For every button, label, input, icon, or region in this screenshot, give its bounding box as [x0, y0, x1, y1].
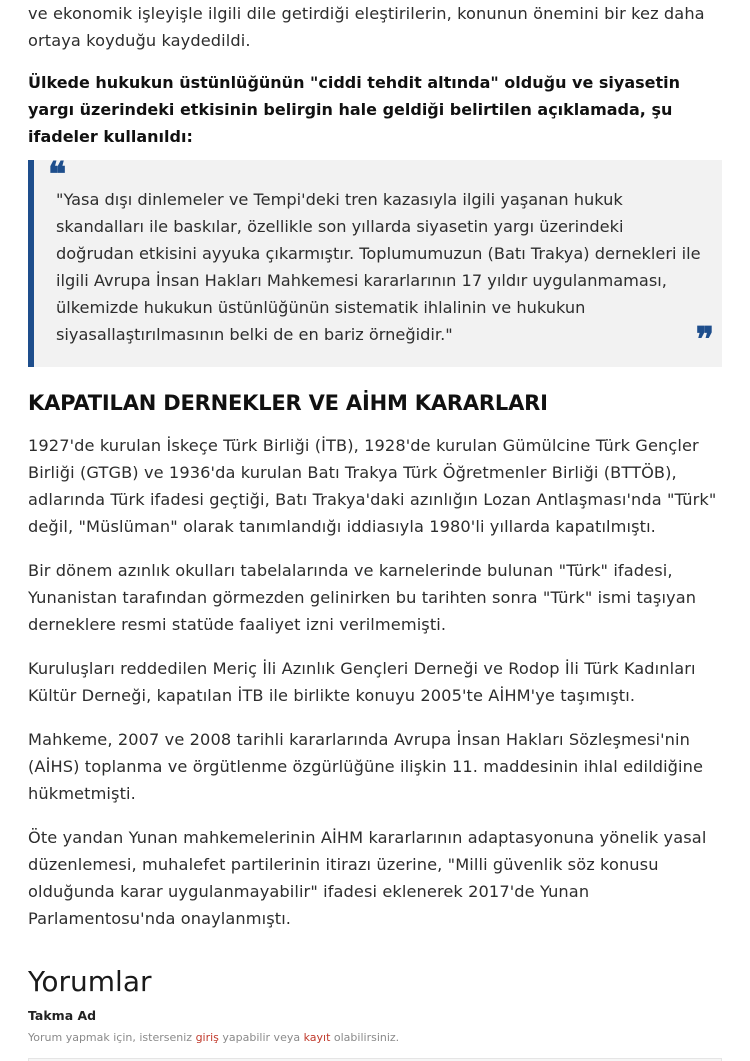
- nickname-label: Takma Ad: [28, 1008, 97, 1023]
- section-heading: KAPATILAN DERNEKLER VE AİHM KARARLARI: [28, 391, 548, 415]
- blockquote: [28, 155, 722, 367]
- hint-text-before: Yorum yapmak için, isterseniz: [28, 1031, 196, 1044]
- body-paragraph-2: Bir dönem azınlık okulları tabelalarında ve karnelerinde bulunan "Türk" ifadesi, Yunanistan tarafından görmezden gelinirken bu tarihten sonra "Türk" ismi taşıyan derneklere resmi statüde faaliyet izni verilmemişti.: [28, 561, 697, 634]
- hint-text-middle: yapabilir veya: [218, 1031, 304, 1044]
- hint-text-after: olabilirsiniz.: [330, 1031, 400, 1044]
- login-link[interactable]: giriş: [195, 1031, 219, 1044]
- body-paragraph-4: Mahkeme, 2007 ve 2008 tarihli kararlarında Avrupa İnsan Hakları Sözleşmesi'nin (AİHS) toplanma ve örgütlenme özgürlüğüne ilişkin 11. maddesinin ihlal edildiğine hükmetmişti.: [28, 730, 704, 803]
- lead-bold-paragraph: Ülkede hukukun üstünlüğünün "ciddi tehdit altında" olduğu ve siyasetin yargı üzerindeki etkisinin belirgin hale geldiği belirtilen açıklamada, şu ifadeler kullanıldı:: [28, 73, 681, 146]
- body-paragraph-5: Öte yandan Yunan mahkemelerinin AİHM kararlarının adaptasyonuna yönelik yasal düzenlemesi, muhalefet partilerinin itirazı üzerine, "Milli güvenlik söz konusu olduğunda karar uygulanmayabilir" ifadesi eklenerek 2017'de Yunan Parlamentosu'nda onaylanmıştı.: [28, 828, 707, 928]
- quote-text: "Yasa dışı dinlemeler ve Tempi'deki tren kazasıyla ilgili yaşanan hukuk skandalları ile baskılar, özellikle son yıllarda siyasetin yargı üzerindeki doğrudan etkisini ayyuka çıkarmıştır. Toplumumuzun (Batı Trakya) dernekleri ile ilgili Avrupa İnsan Hakları Mahkemesi kararlarının 17 yıldır uygulanmaması, ülkemizde hukukun üstünlüğünün sistematik ihlalinin ve hukukun siyasallaştırılmasının belki de en bariz örneğidir.": [56, 190, 701, 344]
- body-paragraph-1: 1927'de kurulan İskeçe Türk Birliği (İTB), 1928'de kurulan Gümülcine Türk Gençler Birliği (GTGB) ve 1936'da kurulan Batı Trakya Türk Öğretmenler Birliği (BTTÖB), adlarında Türk ifadesi geçtiği, Batı Trakya'daki azınlığın Lozan Antlaşması'nda "Türk" değil, "Müslüman" olarak tanımlandığı iddiasıyla 1980'li yıllarda kapatılmıştı.: [28, 436, 717, 536]
- intro-paragraph: ve ekonomik işleyişle ilgili dile getirdiği eleştirilerin, konunun önemini bir kez daha ortaya koyduğu kaydedildi.: [28, 4, 705, 50]
- comments-title: Yorumlar: [28, 965, 152, 998]
- comment-login-hint: [28, 1031, 722, 1044]
- register-link[interactable]: kayıt: [303, 1031, 331, 1044]
- quote-close-icon: ❞: [695, 320, 714, 360]
- body-paragraph-3: Kuruluşları reddedilen Meriç İli Azınlık Gençleri Derneği ve Rodop İli Türk Kadınları Kültür Derneği, kapatılan İTB ile birlikte konuyu 2005'te AİHM'ye taşımıştı.: [28, 659, 696, 705]
- quote-open-icon: ❝: [48, 155, 67, 195]
